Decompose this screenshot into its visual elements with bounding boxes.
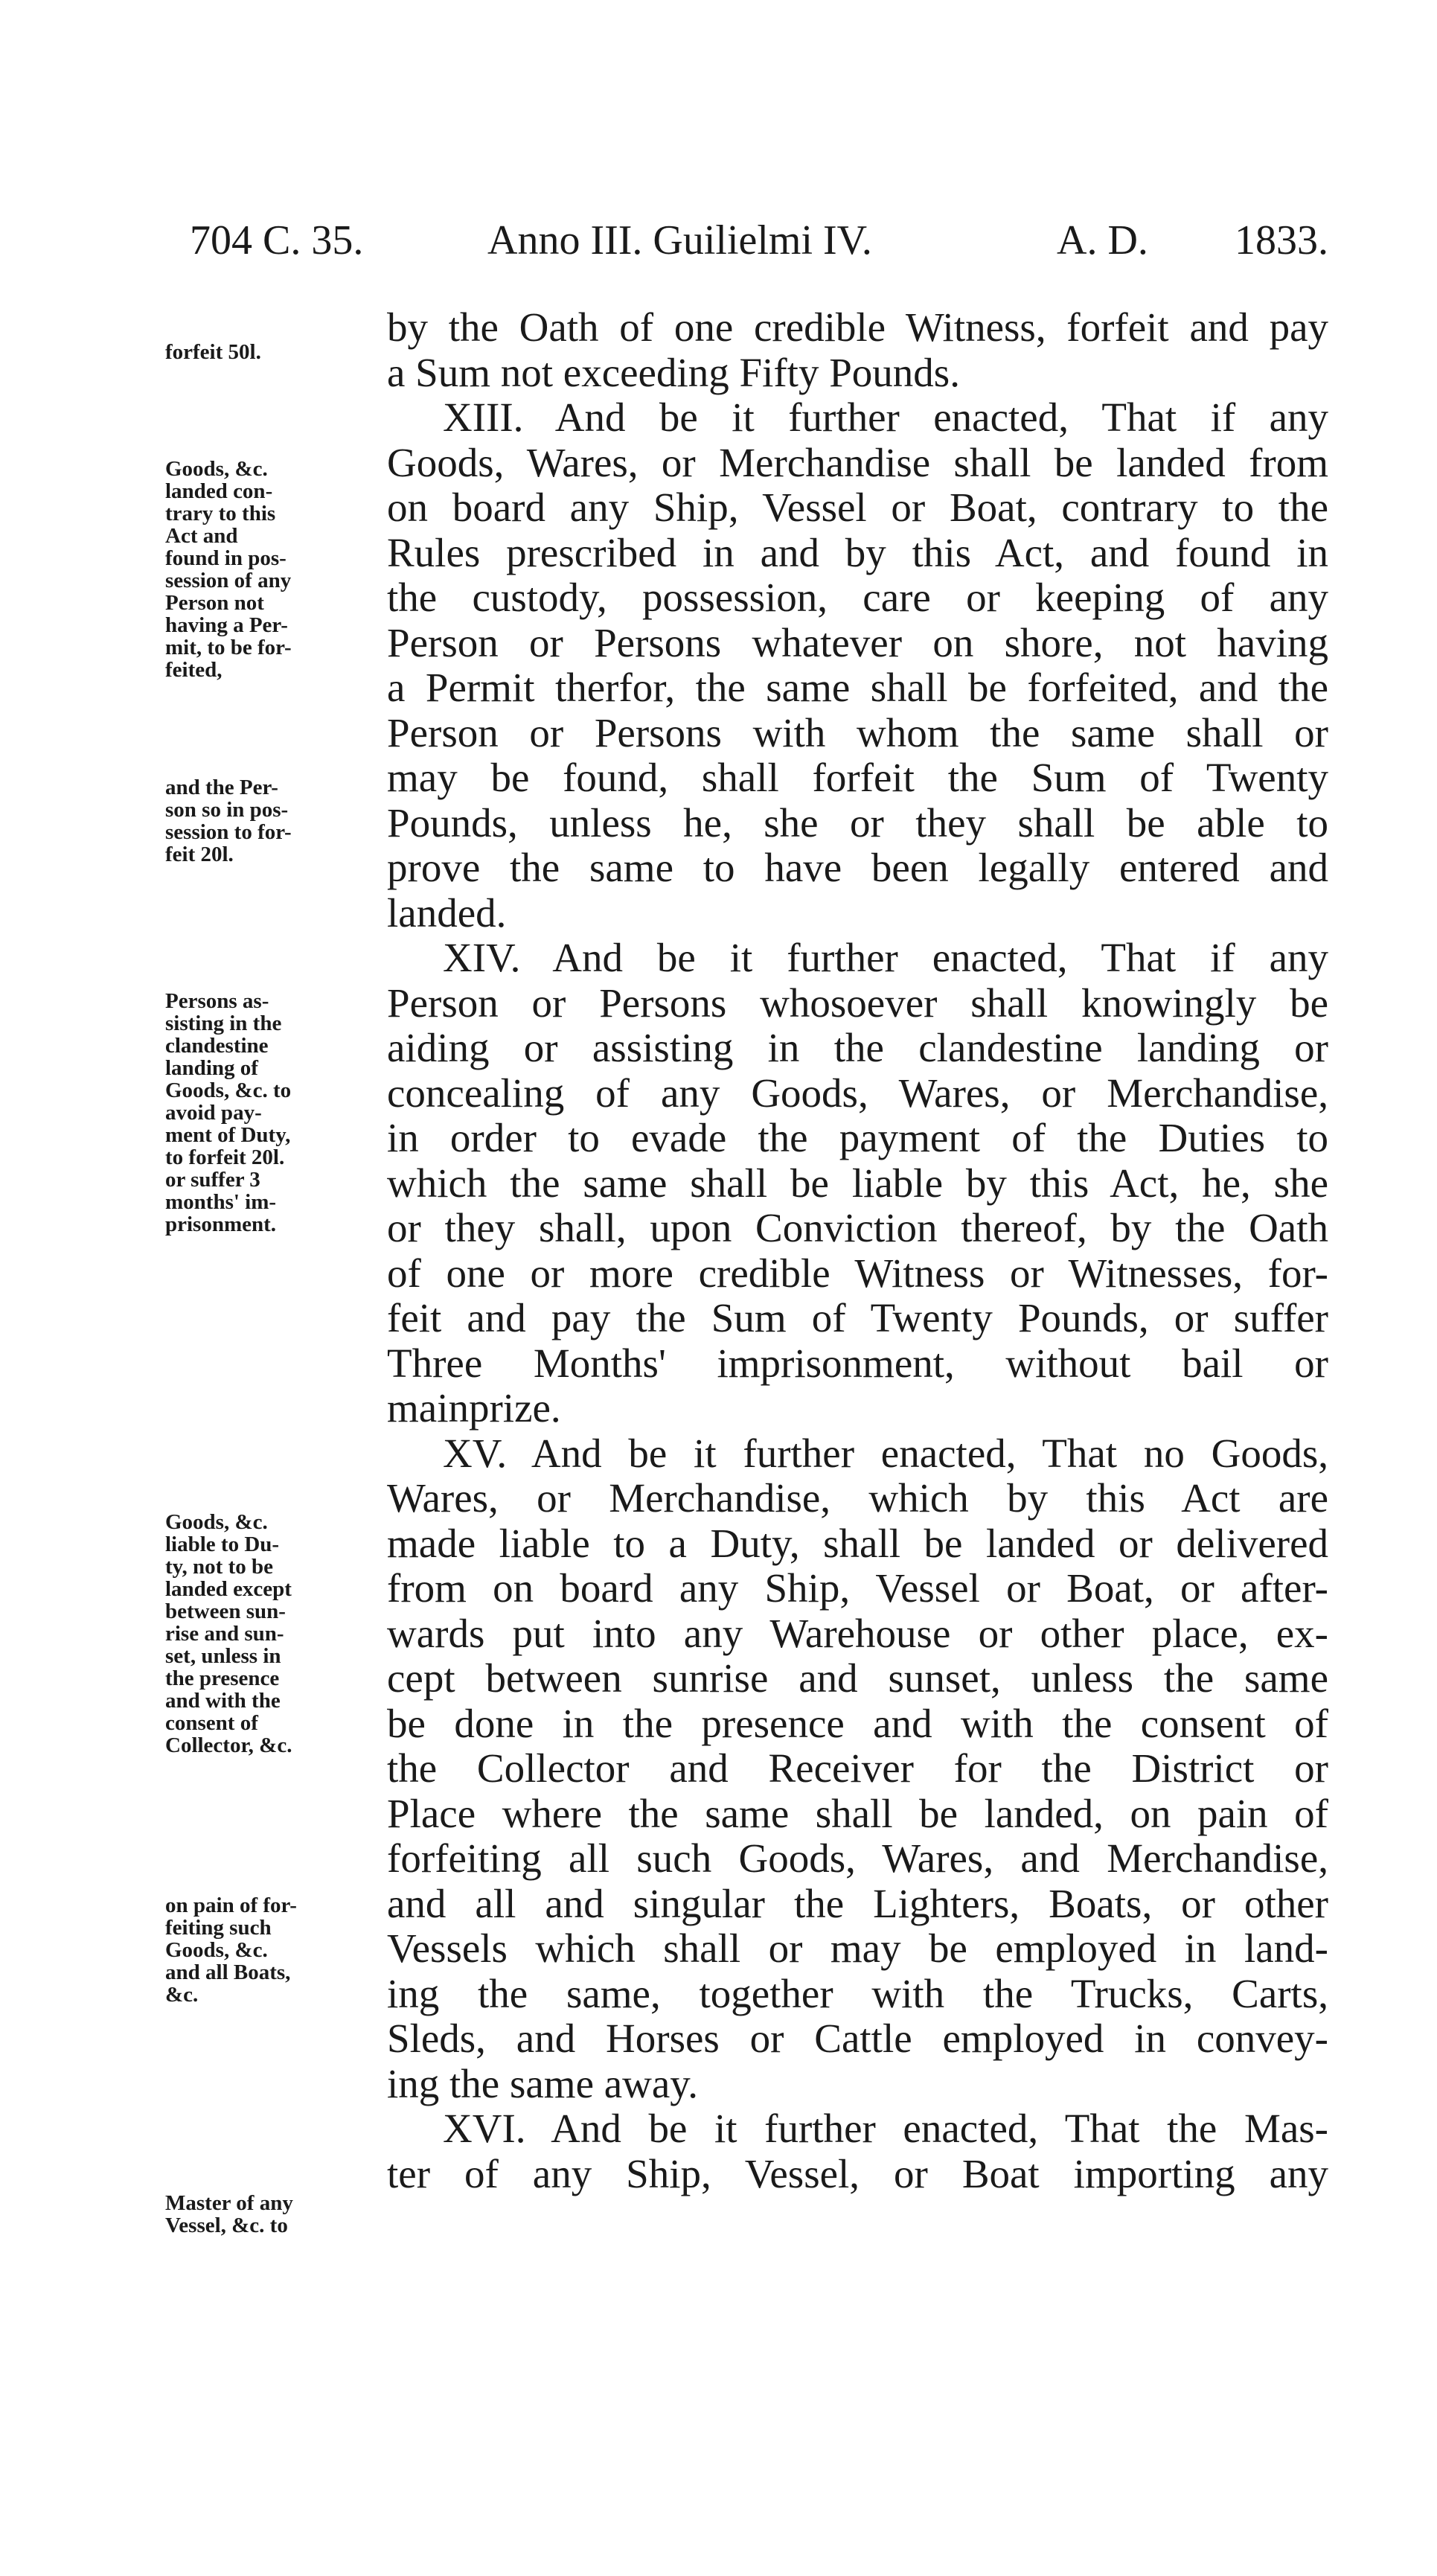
body-line: Pounds, unless he, she or they shall be able to	[387, 799, 1328, 846]
margin-note-line: on pain of for-	[165, 1893, 297, 1917]
margin-note-line: prisonment.	[165, 1212, 277, 1236]
body-line: Person or Persons whosoever shall knowingly be	[387, 979, 1328, 1026]
margin-note-line: feiting such	[165, 1916, 272, 1940]
body-line: mainprize.	[387, 1385, 561, 1431]
body-line: Sleds, and Horses or Cattle employed in convey-	[387, 2016, 1328, 2061]
margin-note-line: Master of any	[165, 2191, 293, 2215]
body-line: Vessels which shall or may be employed in land-	[387, 1925, 1328, 1971]
margin-note-line: and with the	[165, 1689, 281, 1713]
margin-note-line: landed except	[165, 1577, 292, 1601]
header-title: Anno III. Guilielmi IV.	[487, 217, 872, 263]
margin-note-line: landed con-	[165, 479, 273, 503]
margin-note-line: Goods, &c. to	[165, 1078, 292, 1102]
margin-note-line: Collector, &c.	[165, 1733, 292, 1757]
margin-note-line: ment of Duty,	[165, 1123, 291, 1147]
body-line: of one or more credible Witness or Witnesses, for-	[387, 1250, 1328, 1296]
margin-note-line: feited,	[165, 658, 223, 682]
margin-note-line: months' im-	[165, 1190, 277, 1214]
margin-note	[165, 1511, 388, 1757]
margin-note-line: ty, not to be	[165, 1555, 273, 1579]
margin-note	[165, 458, 388, 681]
margin-note	[165, 1894, 388, 2006]
margin-note-line: clandestine	[165, 1034, 269, 1058]
margin-note-line: found in pos-	[165, 546, 287, 570]
margin-note-line: landing of	[165, 1056, 258, 1080]
margin-note-line: trary to this	[165, 502, 276, 525]
margin-note-line: son so in pos-	[165, 798, 289, 822]
margin-note-line: forfeit 50l.	[165, 340, 261, 364]
body-line: be done in the presence and with the consent of	[387, 1700, 1328, 1746]
body-line: ing the same away.	[387, 2060, 698, 2106]
body-line: a Permit therfor, the same shall be forfeited, and the	[387, 665, 1328, 710]
body-line: Rules prescribed in and by this Act, and found in	[387, 529, 1328, 575]
margin-note-line: &c.	[165, 1983, 199, 2007]
margin-note-line: session to for-	[165, 820, 292, 844]
margin-note-line: set, unless in	[165, 1644, 281, 1668]
body-line: a Sum not exceeding Fifty Pounds.	[387, 349, 960, 395]
body-line: which the same shall be liable by this Act, he, she	[387, 1160, 1328, 1206]
body-line: the custody, possession, care or keeping of any	[387, 575, 1328, 620]
margin-note-line: Goods, &c.	[165, 1938, 268, 1962]
body-line: Place where the same shall be landed, on pain of	[387, 1790, 1328, 1836]
section-xv-start: XV. And be it further enacted, That no Goods,	[443, 1430, 1328, 1476]
body-line: from on board any Ship, Vessel or Boat, or after-	[387, 1565, 1328, 1611]
body-line: concealing of any Goods, Wares, or Merchandise,	[387, 1070, 1328, 1116]
section-xvi-start: XVI. And be it further enacted, That the Mas-	[443, 2106, 1328, 2151]
body-line: by the Oath of one credible Witness, forfeit and pay	[387, 304, 1328, 350]
margin-note-line: liable to Du-	[165, 1533, 280, 1556]
margin-note-line: mit, to be for-	[165, 636, 292, 659]
body-line: may be found, shall forfeit the Sum of Twenty	[387, 755, 1328, 800]
margin-note	[165, 990, 388, 1236]
margin-note-line: Goods, &c.	[165, 457, 268, 481]
page-number-chapter: 704 C. 35.	[190, 217, 364, 263]
body-line: Person or Persons whatever on shore, not having	[387, 619, 1328, 665]
body-line: on board any Ship, Vessel or Boat, contrary to the	[387, 485, 1328, 530]
margin-note-line: and the Per-	[165, 776, 278, 799]
section-xiv-start: XIV. And be it further enacted, That if any	[443, 935, 1328, 980]
margin-note-line: having a Per-	[165, 613, 288, 637]
body-line: aiding or assisting in the clandestine landing or	[387, 1025, 1328, 1070]
margin-note-line: Act and	[165, 524, 238, 548]
margin-note-line: rise and sun-	[165, 1622, 284, 1646]
body-line: Person or Persons with whom the same shall or	[387, 709, 1328, 755]
margin-note	[165, 341, 388, 363]
body-text	[387, 305, 1328, 2196]
body-line: Goods, Wares, or Merchandise shall be landed from	[387, 439, 1328, 485]
margin-note-line: the presence	[165, 1666, 280, 1690]
section-xiii-start: XIII. And be it further enacted, That if any	[443, 394, 1328, 440]
body-line: ing the same, together with the Trucks, Carts,	[387, 1970, 1328, 2016]
body-line: landed.	[387, 889, 507, 936]
margin-note-line: feit 20l.	[165, 843, 234, 866]
body-line: the Collector and Receiver for the District or	[387, 1745, 1328, 1791]
body-line: Wares, or Merchandise, which by this Act are	[387, 1475, 1328, 1521]
margin-note-line: avoid pay-	[165, 1101, 262, 1125]
body-line: cept between sunrise and sunset, unless the same	[387, 1655, 1328, 1701]
body-line: ter of any Ship, Vessel, or Boat importing any	[387, 2150, 1328, 2196]
body-line: forfeiting all such Goods, Wares, and Merchandise,	[387, 1835, 1328, 1881]
body-line: or they shall, upon Conviction thereof, by the Oath	[387, 1205, 1328, 1250]
header-ad: A. D.	[1057, 217, 1148, 263]
running-header	[190, 214, 1328, 266]
margin-note-line: Persons as-	[165, 989, 269, 1013]
margin-note-line: session of any	[165, 569, 292, 592]
body-line: feit and pay the Sum of Twenty Pounds, or suffer	[387, 1295, 1328, 1340]
margin-note-line: and all Boats,	[165, 1960, 291, 1984]
margin-note-line: consent of	[165, 1711, 258, 1735]
body-line: wards put into any Warehouse or other place, ex-	[387, 1610, 1328, 1656]
margin-note	[165, 776, 388, 866]
body-line: prove the same to have been legally entered and	[387, 845, 1328, 890]
margin-note-line: sisting in the	[165, 1011, 282, 1035]
margin-note-line: Vessel, &c. to	[165, 2214, 288, 2237]
margin-note-line: or suffer 3	[165, 1168, 260, 1192]
margin-note-line: to forfeit 20l.	[165, 1145, 285, 1169]
body-line: in order to evade the payment of the Duties to	[387, 1115, 1328, 1160]
header-year: 1833.	[1235, 217, 1328, 263]
body-line: made liable to a Duty, shall be landed or delivered	[387, 1520, 1328, 1566]
margin-note	[165, 2192, 388, 2237]
margin-note-line: Person not	[165, 591, 264, 615]
margin-note-line: Goods, &c.	[165, 1510, 268, 1534]
body-line: and all and singular the Lighters, Boats, or other	[387, 1880, 1328, 1926]
margin-note-line: between sun-	[165, 1599, 286, 1623]
body-line: Three Months' imprisonment, without bail or	[387, 1340, 1328, 1386]
